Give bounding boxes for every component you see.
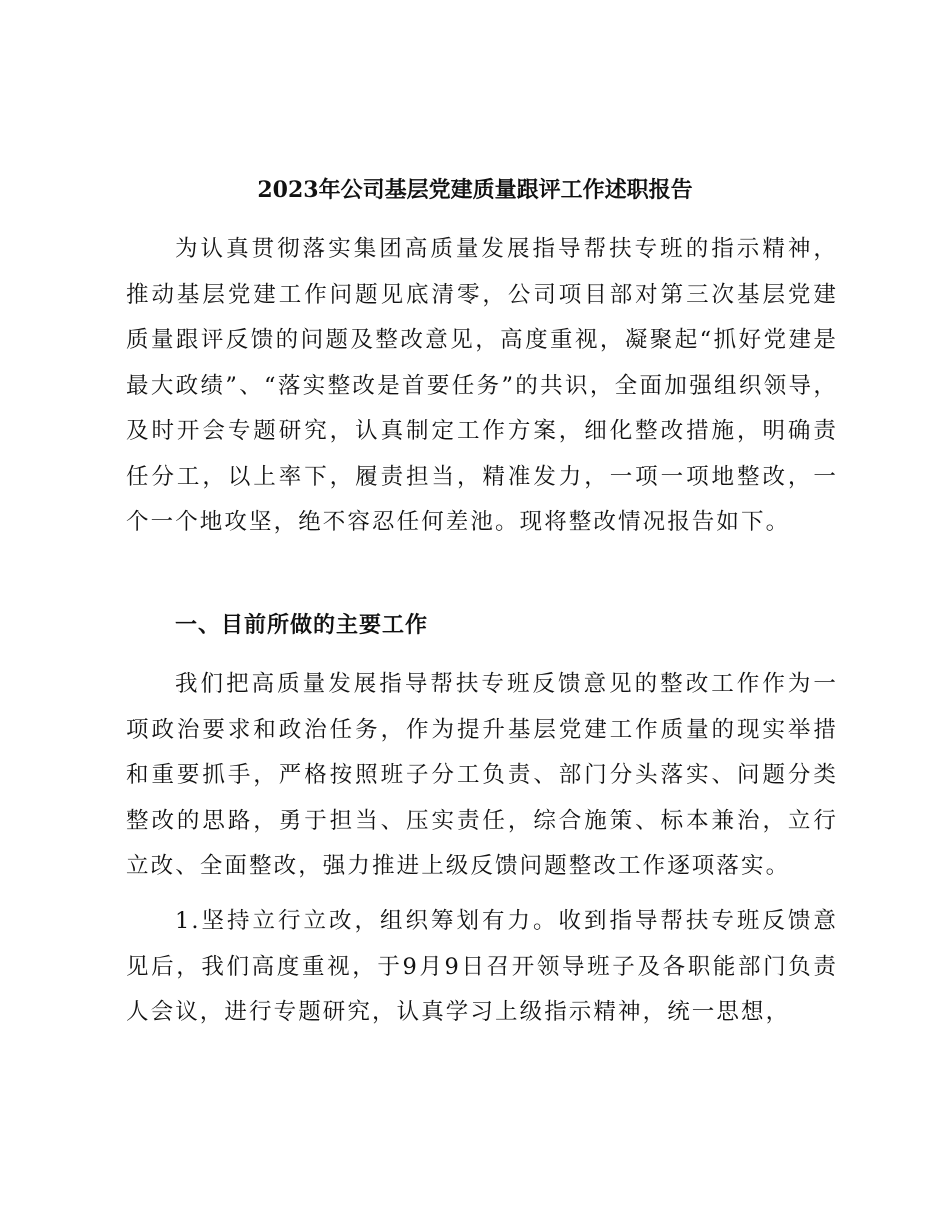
section-heading: 一、目前所做的主要工作	[175, 613, 429, 638]
paragraph-intro: 为认真贯彻落实集团高质量发展指导帮扶专班的指示精神，推动基层党建工作问题见底清零，公司项目部对第三次基层党建质量跟评反馈的问题及整改意见，高度重视，凝聚起“抓好党建是最大政绩”、“落实整改是首要任务”的共识，全面加强组织领导，及时开会专题研究，认真制定工作方案，细化整改措施，明确责任分工，以上率下，履责担当，精准发力，一项一项地整改，一个一个地攻坚，绝不容忍任何差池。现将整改情况报告如下。	[126, 236, 838, 535]
paragraph-main-work: 我们把高质量发展指导帮扶专班反馈意见的整改工作作为一项政治要求和政治任务，作为提升基层党建工作质量的现实举措和重要抓手，严格按照班子分工负责、部门分头落实、问题分类整改的思路，勇于担当、压实责任，综合施策、标本兼治，立行立改、全面整改，强力推进上级反馈问题整改工作逐项落实。	[126, 671, 838, 879]
document-title: 2023年公司基层党建质量跟评工作述职报告	[257, 177, 693, 203]
paragraph-item-1: 1.坚持立行立改，组织筹划有力。收到指导帮扶专班反馈意见后，我们高度重视，于9月9日召开领导班子及各职能部门负责人会议，进行专题研究，认真学习上级指示精神，统一思想，	[126, 908, 838, 1025]
